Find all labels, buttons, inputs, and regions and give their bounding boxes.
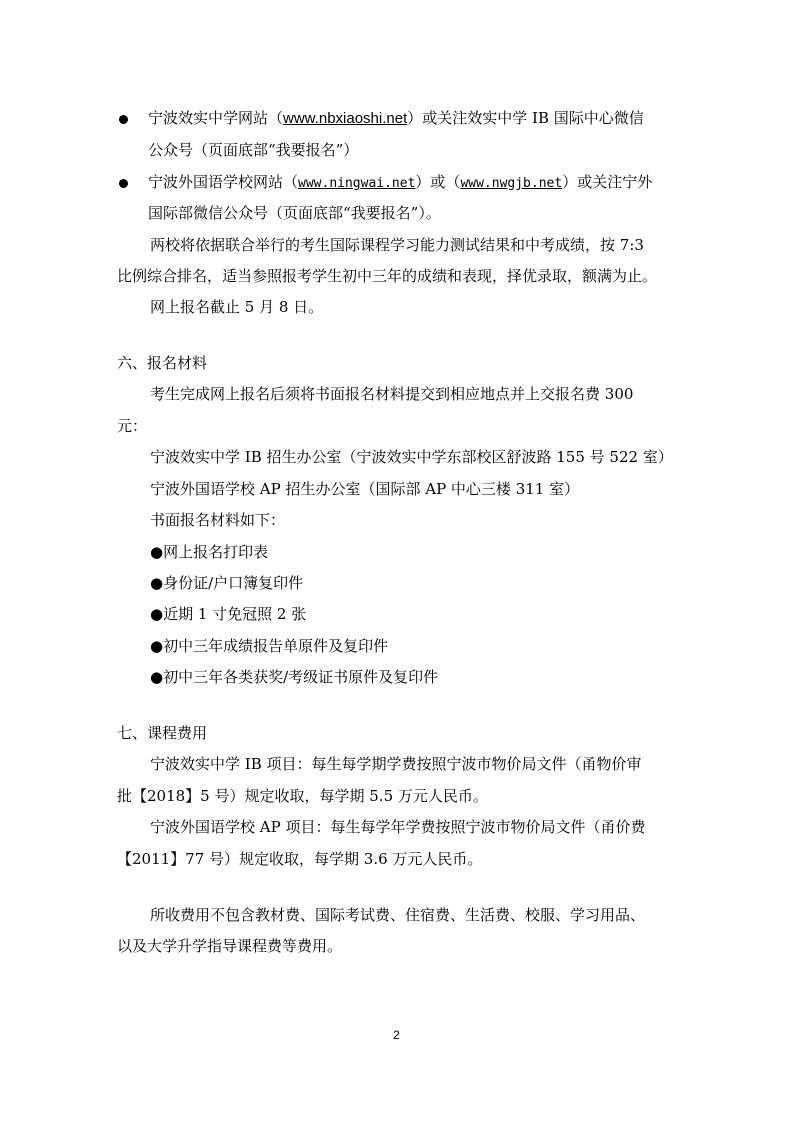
text-segment: ）或关注效实中学 IB 国际中心微信	[407, 109, 644, 127]
list-item: ●近期 1 寸免冠照 2 张	[150, 605, 307, 623]
deadline-paragraph: 网上报名截止 5 月 8 日。	[150, 298, 324, 316]
ap-office: 宁波外国语学校 AP 招生办公室（国际部 AP 中心三楼 311 室）	[150, 480, 580, 498]
enroll-bullet-1	[148, 108, 644, 129]
bullet-dot	[119, 179, 128, 188]
ib-fee-line-2: 批【2018】5 号）规定收取，每学期 5.5 万元人民币。	[117, 787, 488, 805]
ranking-paragraph-line-1: 两校将依据联合举行的考生国际课程学习能力测试结果和中考成绩，按 7:3	[150, 236, 644, 254]
fees-note-line-2: 以及大学升学指导课程费等费用。	[117, 937, 343, 955]
text-segment: ）或（	[415, 173, 461, 191]
ap-fee-line-2: 【2011】77 号）规定收取，每学期 3.6 万元人民币。	[117, 850, 483, 868]
fees-heading: 七、课程费用	[117, 724, 208, 742]
ib-fee-line-1: 宁波效实中学 IB 项目：每生每学期学费按照宁波市物价局文件（甬物价审	[150, 755, 642, 773]
page-number: 2	[393, 1028, 400, 1042]
materials-intro-line-2: 元：	[117, 417, 148, 435]
ap-fee-line-1: 宁波外国语学校 AP 项目：每生每学年学费按照宁波市物价局文件（甬价费	[150, 818, 646, 836]
text-segment: 宁波外国语学校网站（	[148, 173, 299, 191]
text-segment: ）或关注宁外	[562, 173, 653, 191]
list-item: ●初中三年各类获奖/考级证书原件及复印件	[150, 668, 439, 686]
text-segment: 宁波效实中学网站（	[148, 109, 284, 127]
bullet-dot	[119, 115, 128, 124]
list-item: ●网上报名打印表	[150, 543, 269, 561]
enroll-bullet-2	[148, 172, 652, 194]
enroll-bullet-1-cont: 公众号（页面底部“我要报名”）	[148, 141, 359, 159]
list-item: ●初中三年成绩报告单原件及复印件	[150, 637, 389, 655]
list-item: ●身份证/户口簿复印件	[150, 574, 304, 592]
materials-intro-line-1: 考生完成网上报名后须将书面报名材料提交到相应地点并上交报名费 300	[150, 385, 634, 403]
ranking-paragraph-line-2: 比例综合排名，适当参照报考学生初中三年的成绩和表现，择优录取，额满为止。	[117, 267, 658, 285]
materials-heading: 六、报名材料	[117, 354, 208, 372]
fees-note-line-1: 所收费用不包含教材费、国际考试费、住宿费、生活费、校服、学习用品、	[150, 906, 646, 924]
ib-office: 宁波效实中学 IB 招生办公室（宁波效实中学东部校区舒波路 155 号 522 室）	[150, 448, 673, 466]
nbxiaoshi-link[interactable]: www.nbxiaoshi.net	[283, 110, 408, 127]
nwgjb-link[interactable]: www.nwgjb.net	[460, 176, 563, 191]
ningwai-link[interactable]: www.ningwai.net	[298, 176, 416, 191]
materials-list-title: 书面报名材料如下：	[150, 511, 286, 529]
enroll-bullet-2-cont: 国际部微信公众号（页面底部“我要报名”）。	[148, 204, 441, 222]
